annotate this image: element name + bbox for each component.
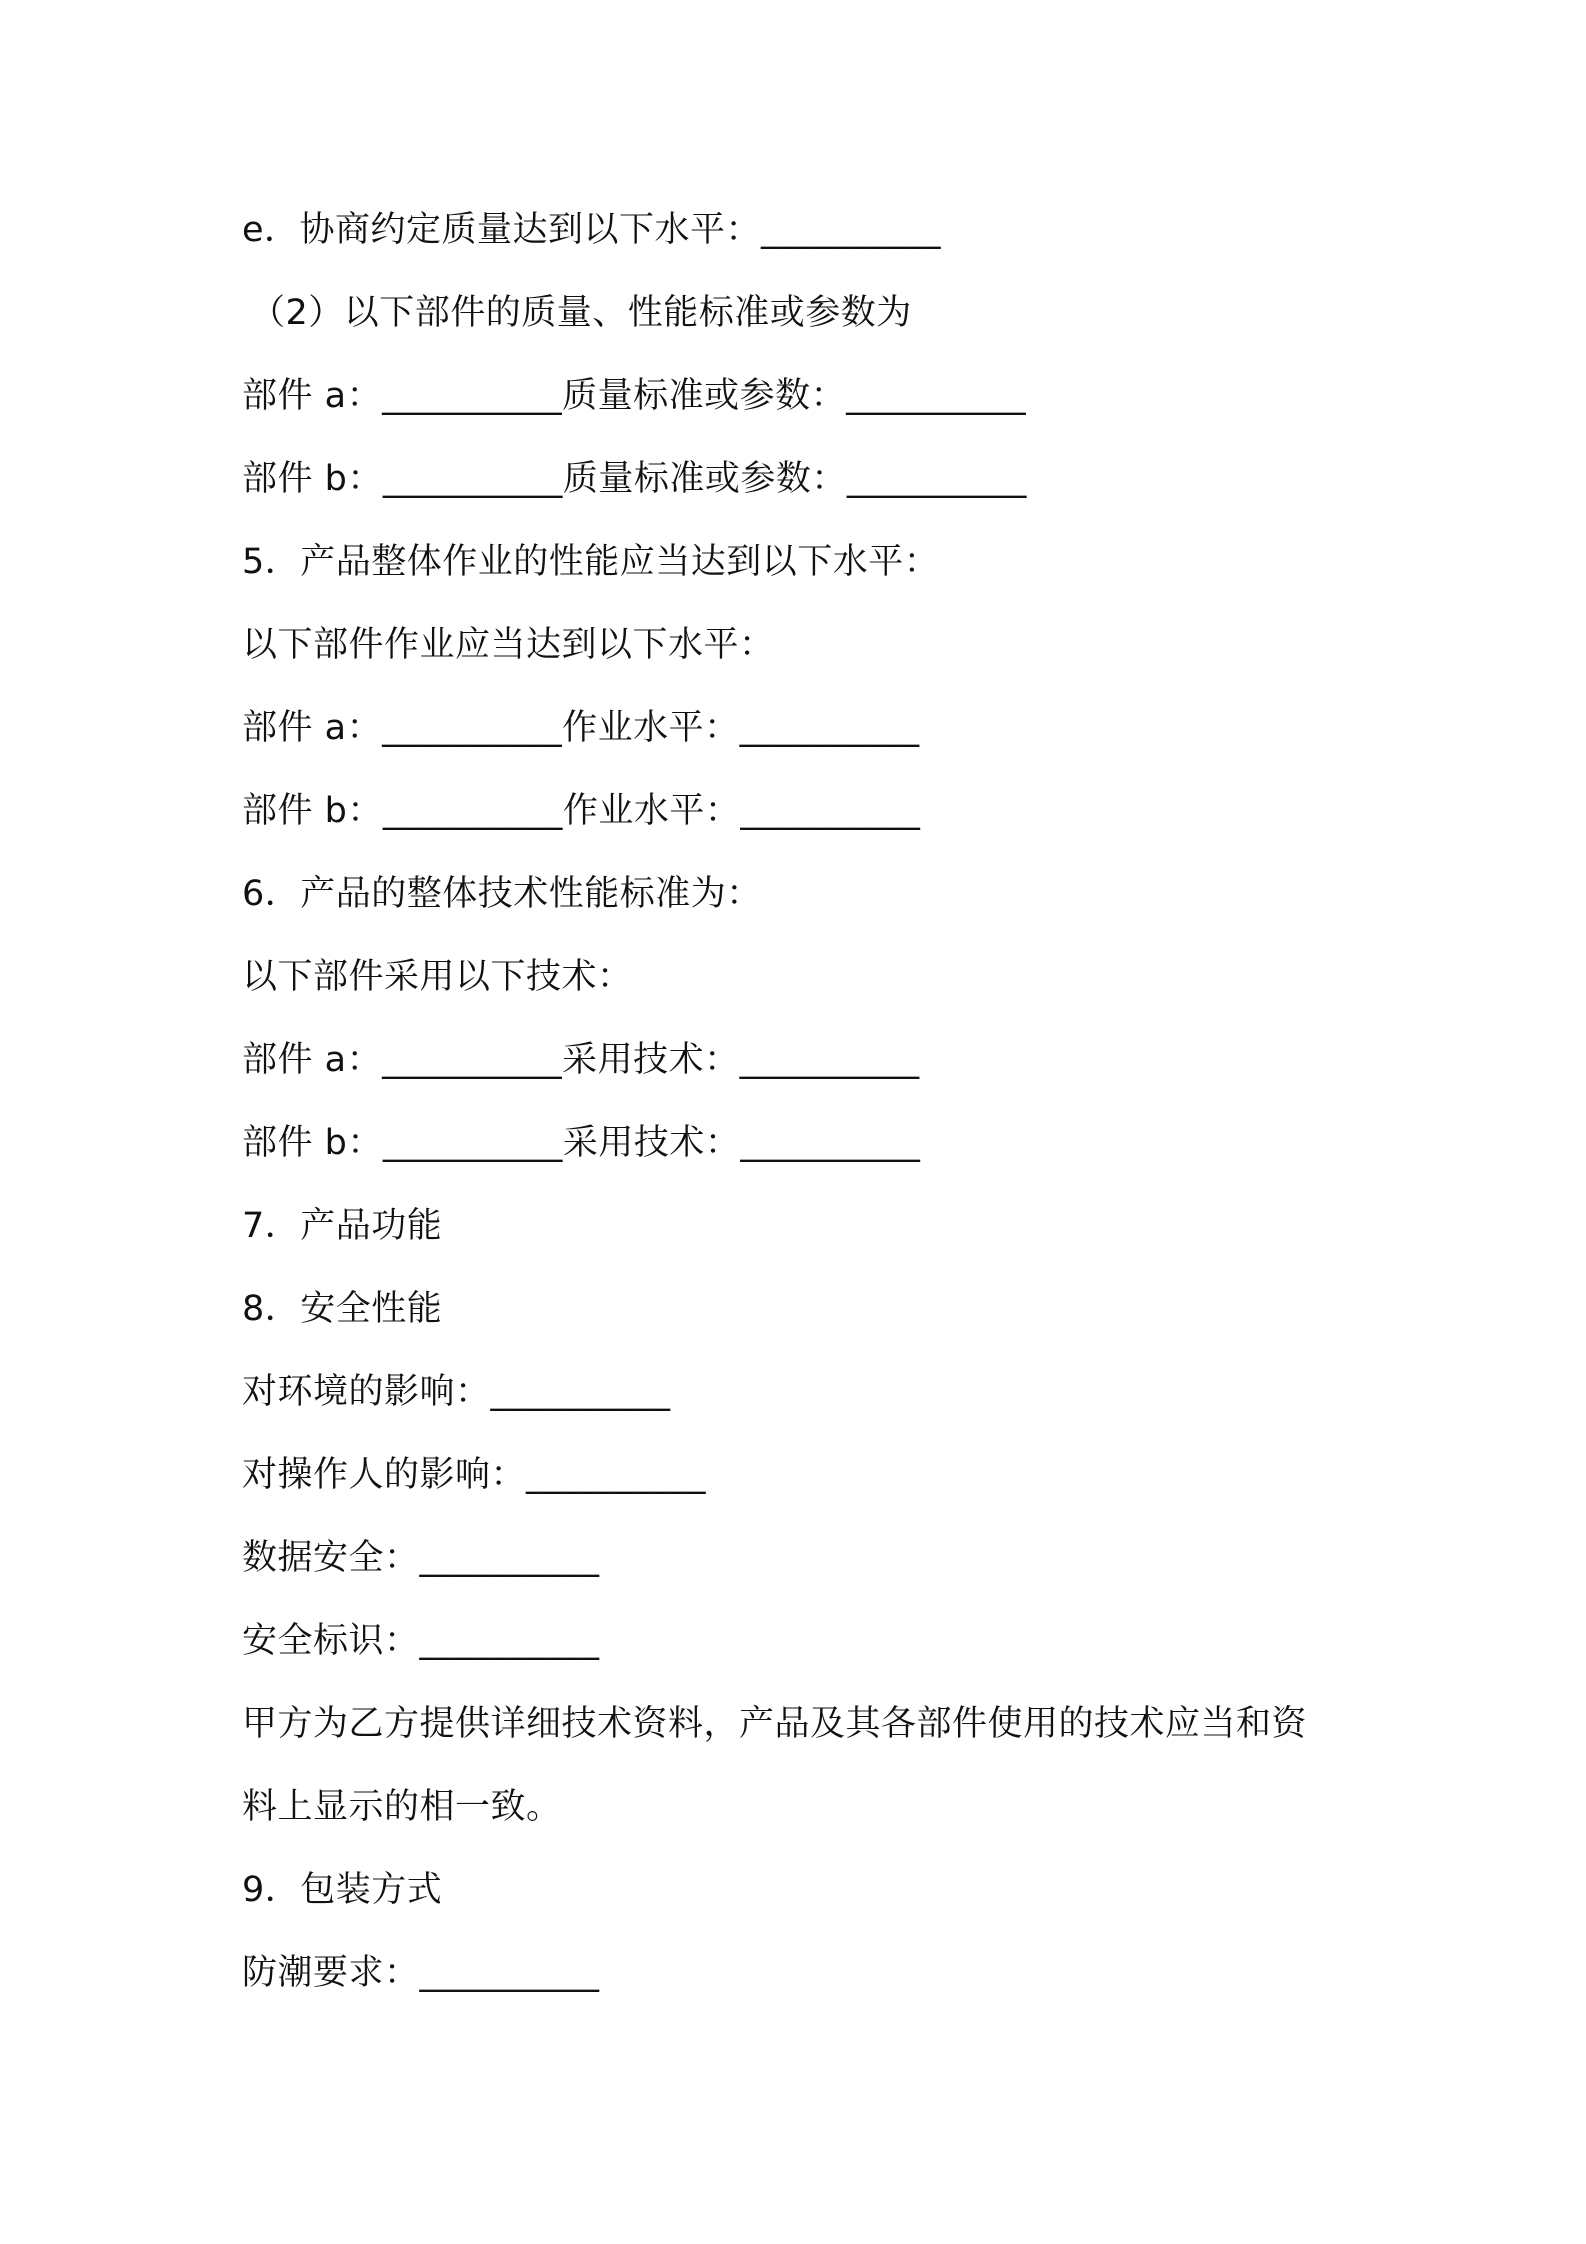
text-line-operator-impact: 对操作人的影响：__________ (242, 1455, 707, 1495)
text-line-safety-marking: 安全标识：__________ (242, 1621, 600, 1661)
text-line-tech-documents-2: 料上显示的相一致。 (242, 1787, 562, 1827)
text-line-component-a-quality: 部件 a：__________质量标准或参数：__________ (242, 376, 1027, 416)
text-line-component-b-operation: 部件 b：__________作业水平：__________ (242, 791, 921, 831)
text-line-component-b-tech: 部件 b：__________采用技术：__________ (242, 1123, 921, 1163)
text-line-moisture-requirement: 防潮要求：__________ (242, 1953, 600, 1993)
text-line-section-5: 5．产品整体作业的性能应当达到以下水平： (242, 542, 940, 582)
text-line-component-tech-heading: 以下部件采用以下技术： (242, 957, 633, 997)
text-line-quality-level: e．协商约定质量达到以下水平：__________ (242, 210, 942, 250)
text-line-environment-impact: 对环境的影响：__________ (242, 1372, 671, 1412)
text-line-section-9: 9．包装方式 (242, 1870, 443, 1910)
text-line-component-standards-heading: （2）以下部件的质量、性能标准或参数为 (250, 293, 912, 333)
text-line-component-a-tech: 部件 a：__________采用技术：__________ (242, 1040, 920, 1080)
text-line-component-a-operation: 部件 a：__________作业水平：__________ (242, 708, 920, 748)
text-line-section-7: 7．产品功能 (242, 1206, 443, 1246)
text-line-component-operation-heading: 以下部件作业应当达到以下水平： (242, 625, 775, 665)
text-line-data-security: 数据安全：__________ (242, 1538, 600, 1578)
text-line-component-b-quality: 部件 b：__________质量标准或参数：__________ (242, 459, 1027, 499)
text-line-section-8: 8．安全性能 (242, 1289, 443, 1329)
text-line-section-6: 6．产品的整体技术性能标准为： (242, 874, 762, 914)
text-line-tech-documents-1: 甲方为乙方提供详细技术资料，产品及其各部件使用的技术应当和资 (242, 1704, 1308, 1744)
